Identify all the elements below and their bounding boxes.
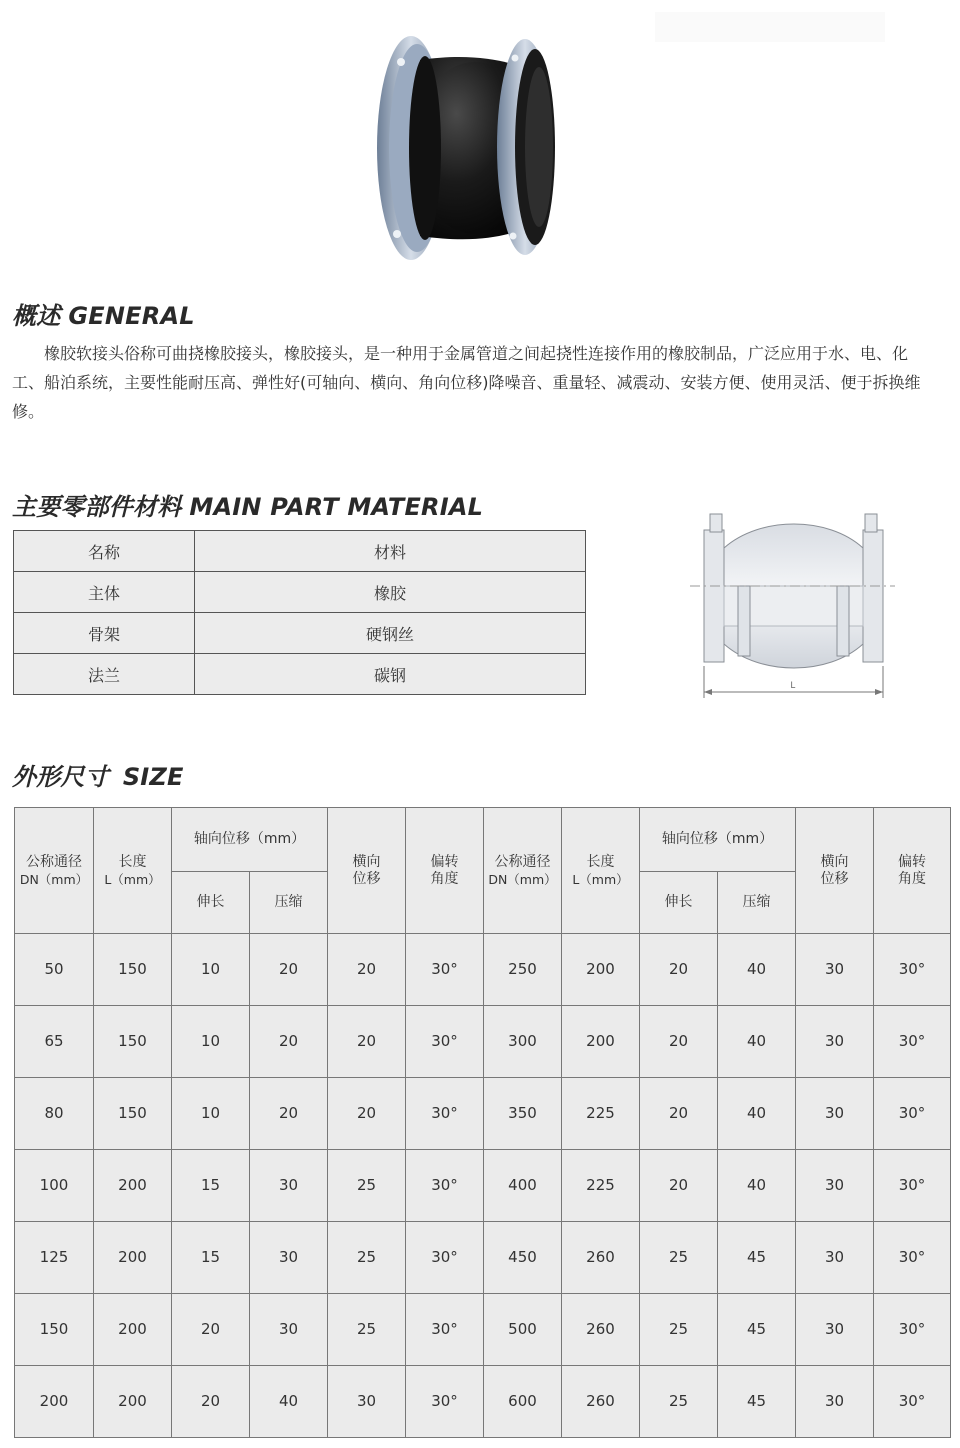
cell-dn: 80 — [15, 1078, 94, 1150]
cell-lateral-2: 30 — [796, 1222, 874, 1294]
cell-extend: 10 — [172, 1006, 250, 1078]
cell-lateral: 20 — [328, 1078, 406, 1150]
header-compress-2: 压缩 — [718, 872, 796, 934]
cell-dn: 125 — [15, 1222, 94, 1294]
cell-compress-2: 40 — [718, 1150, 796, 1222]
cell-lateral-2: 30 — [796, 1006, 874, 1078]
material-value: 橡胶 — [195, 572, 586, 613]
cell-lateral: 25 — [328, 1150, 406, 1222]
cell-length-2: 200 — [562, 934, 640, 1006]
cell-dn-2: 300 — [484, 1006, 562, 1078]
material-row — [14, 613, 586, 654]
cell-angle-2: 30° — [874, 1006, 951, 1078]
cross-section-diagram — [680, 508, 905, 700]
cell-length: 200 — [94, 1150, 172, 1222]
cell-extend-2: 25 — [640, 1294, 718, 1366]
cell-extend-2: 20 — [640, 934, 718, 1006]
header-length-label: 长度 — [118, 853, 147, 870]
general-title-cn: 概述 — [12, 302, 61, 330]
cell-length-2: 260 — [562, 1366, 640, 1438]
cell-length-2: 260 — [562, 1222, 640, 1294]
header-compress: 压缩 — [250, 872, 328, 934]
cell-extend-2: 25 — [640, 1222, 718, 1294]
cell-compress-2: 45 — [718, 1294, 796, 1366]
table-row — [15, 1150, 951, 1222]
cell-dn-2: 600 — [484, 1366, 562, 1438]
table-row — [15, 1006, 951, 1078]
header-lateral-2 — [796, 808, 874, 934]
general-title-en: GENERAL — [68, 302, 195, 330]
cell-lateral-2: 30 — [796, 1366, 874, 1438]
cell-dn-2: 450 — [484, 1222, 562, 1294]
cell-angle-2: 30° — [874, 1294, 951, 1366]
cell-angle: 30° — [406, 934, 484, 1006]
cell-lateral: 25 — [328, 1294, 406, 1366]
cell-compress: 30 — [250, 1150, 328, 1222]
cell-compress: 30 — [250, 1222, 328, 1294]
cell-angle: 30° — [406, 1006, 484, 1078]
cell-dn: 150 — [15, 1294, 94, 1366]
cell-extend-2: 20 — [640, 1006, 718, 1078]
cell-lateral: 20 — [328, 934, 406, 1006]
cell-length: 150 — [94, 1006, 172, 1078]
cell-compress-2: 45 — [718, 1366, 796, 1438]
cell-length: 150 — [94, 934, 172, 1006]
general-description: 橡胶软接头俗称可曲挠橡胶接头，橡胶接头，是一种用于金属管道之间起挠性连接作用的橡胶制品，广泛应用于水、电、化工、船泊系统，主要性能耐压高、弹性好(可轴向、横向、角向位移)降噪音、重量轻、减震动、安装方便、使用灵活、便于拆换维修。 — [12, 344, 921, 421]
material-part: 法兰 — [14, 654, 195, 695]
cell-compress: 20 — [250, 1006, 328, 1078]
table-row — [15, 1222, 951, 1294]
cell-length-2: 260 — [562, 1294, 640, 1366]
cell-lateral: 25 — [328, 1222, 406, 1294]
material-header-material: 材料 — [195, 531, 586, 572]
header-dn — [15, 808, 94, 934]
cell-angle: 30° — [406, 1222, 484, 1294]
table-row — [15, 1366, 951, 1438]
cell-length-2: 225 — [562, 1078, 640, 1150]
cell-angle-2: 30° — [874, 1222, 951, 1294]
cell-lateral: 30 — [328, 1366, 406, 1438]
cell-lateral-2: 30 — [796, 1078, 874, 1150]
header-angle-label: 偏转角度 — [430, 853, 459, 887]
material-title-en: MAIN PART MATERIAL — [189, 493, 484, 521]
header-dn-unit: DN（mm） — [19, 871, 89, 887]
cell-extend: 15 — [172, 1222, 250, 1294]
material-row — [14, 654, 586, 695]
cell-dn-2: 350 — [484, 1078, 562, 1150]
header-dn-label-2: 公称通径 — [494, 853, 551, 870]
header-length — [94, 808, 172, 934]
header-dn-label: 公称通径 — [26, 853, 82, 870]
rubber-joint-photo — [325, 22, 605, 290]
cell-extend: 15 — [172, 1150, 250, 1222]
header-dn-2 — [484, 808, 562, 934]
material-value: 碳钢 — [195, 654, 586, 695]
size-title-en: SIZE — [122, 763, 184, 791]
cell-compress-2: 40 — [718, 1006, 796, 1078]
material-row — [14, 572, 586, 613]
size-table-body — [15, 934, 951, 1438]
material-title-cn: 主要零部件材料 — [12, 493, 182, 521]
cell-compress-2: 40 — [718, 934, 796, 1006]
decorative-strip — [655, 12, 885, 42]
table-row — [15, 1078, 951, 1150]
header-angle — [406, 808, 484, 934]
material-part: 主体 — [14, 572, 195, 613]
cell-length-2: 225 — [562, 1150, 640, 1222]
cell-dn: 50 — [15, 934, 94, 1006]
cell-dn-2: 250 — [484, 934, 562, 1006]
cell-extend-2: 20 — [640, 1078, 718, 1150]
size-title-cn: 外形尺寸 — [12, 763, 109, 791]
cell-angle-2: 30° — [874, 1078, 951, 1150]
size-title — [12, 757, 184, 792]
cell-compress: 20 — [250, 1078, 328, 1150]
cell-angle-2: 30° — [874, 1150, 951, 1222]
material-header-row — [14, 531, 586, 572]
cell-angle-2: 30° — [874, 934, 951, 1006]
header-lateral-label: 横向位移 — [352, 853, 381, 887]
cell-extend-2: 25 — [640, 1366, 718, 1438]
cell-length: 150 — [94, 1078, 172, 1150]
cell-compress: 20 — [250, 934, 328, 1006]
cell-angle: 30° — [406, 1366, 484, 1438]
header-axial: 轴向位移（mm） — [172, 808, 328, 872]
cell-length: 200 — [94, 1366, 172, 1438]
cell-dn: 200 — [15, 1366, 94, 1438]
cell-lateral-2: 30 — [796, 1150, 874, 1222]
cell-compress-2: 45 — [718, 1222, 796, 1294]
cell-compress: 40 — [250, 1366, 328, 1438]
cell-extend-2: 20 — [640, 1150, 718, 1222]
cell-extend: 20 — [172, 1294, 250, 1366]
cell-lateral-2: 30 — [796, 1294, 874, 1366]
header-lateral — [328, 808, 406, 934]
cell-dn-2: 400 — [484, 1150, 562, 1222]
header-length-unit: L（mm） — [104, 871, 161, 887]
header-angle-label-2: 偏转角度 — [898, 853, 926, 887]
header-length-unit-2: L（mm） — [572, 871, 629, 887]
material-title — [12, 487, 483, 522]
size-header-row — [15, 808, 951, 872]
cell-angle: 30° — [406, 1150, 484, 1222]
material-part: 骨架 — [14, 613, 195, 654]
general-title — [12, 296, 195, 331]
material-header-name: 名称 — [14, 531, 195, 572]
cell-dn: 100 — [15, 1150, 94, 1222]
cell-length-2: 200 — [562, 1006, 640, 1078]
cell-dn-2: 500 — [484, 1294, 562, 1366]
cell-compress-2: 40 — [718, 1078, 796, 1150]
cell-lateral-2: 30 — [796, 934, 874, 1006]
header-dn-unit-2: DN（mm） — [488, 871, 557, 887]
header-extend-2: 伸长 — [640, 872, 718, 934]
cell-length: 200 — [94, 1222, 172, 1294]
cell-length: 200 — [94, 1294, 172, 1366]
cell-lateral: 20 — [328, 1006, 406, 1078]
cell-extend: 10 — [172, 1078, 250, 1150]
material-table — [13, 530, 586, 695]
header-angle-2 — [874, 808, 951, 934]
length-dimension-label: L — [790, 680, 796, 690]
header-axial-2: 轴向位移（mm） — [640, 808, 796, 872]
table-row — [15, 1294, 951, 1366]
cell-angle: 30° — [406, 1294, 484, 1366]
header-length-2 — [562, 808, 640, 934]
material-value: 硬钢丝 — [195, 613, 586, 654]
cell-angle: 30° — [406, 1078, 484, 1150]
header-lateral-label-2: 横向位移 — [820, 853, 849, 887]
table-row — [15, 934, 951, 1006]
cell-extend: 10 — [172, 934, 250, 1006]
cell-angle-2: 30° — [874, 1366, 951, 1438]
cell-extend: 20 — [172, 1366, 250, 1438]
header-extend: 伸长 — [172, 872, 250, 934]
cell-dn: 65 — [15, 1006, 94, 1078]
cell-compress: 30 — [250, 1294, 328, 1366]
size-table — [14, 807, 951, 1438]
header-length-label-2: 长度 — [586, 853, 615, 870]
